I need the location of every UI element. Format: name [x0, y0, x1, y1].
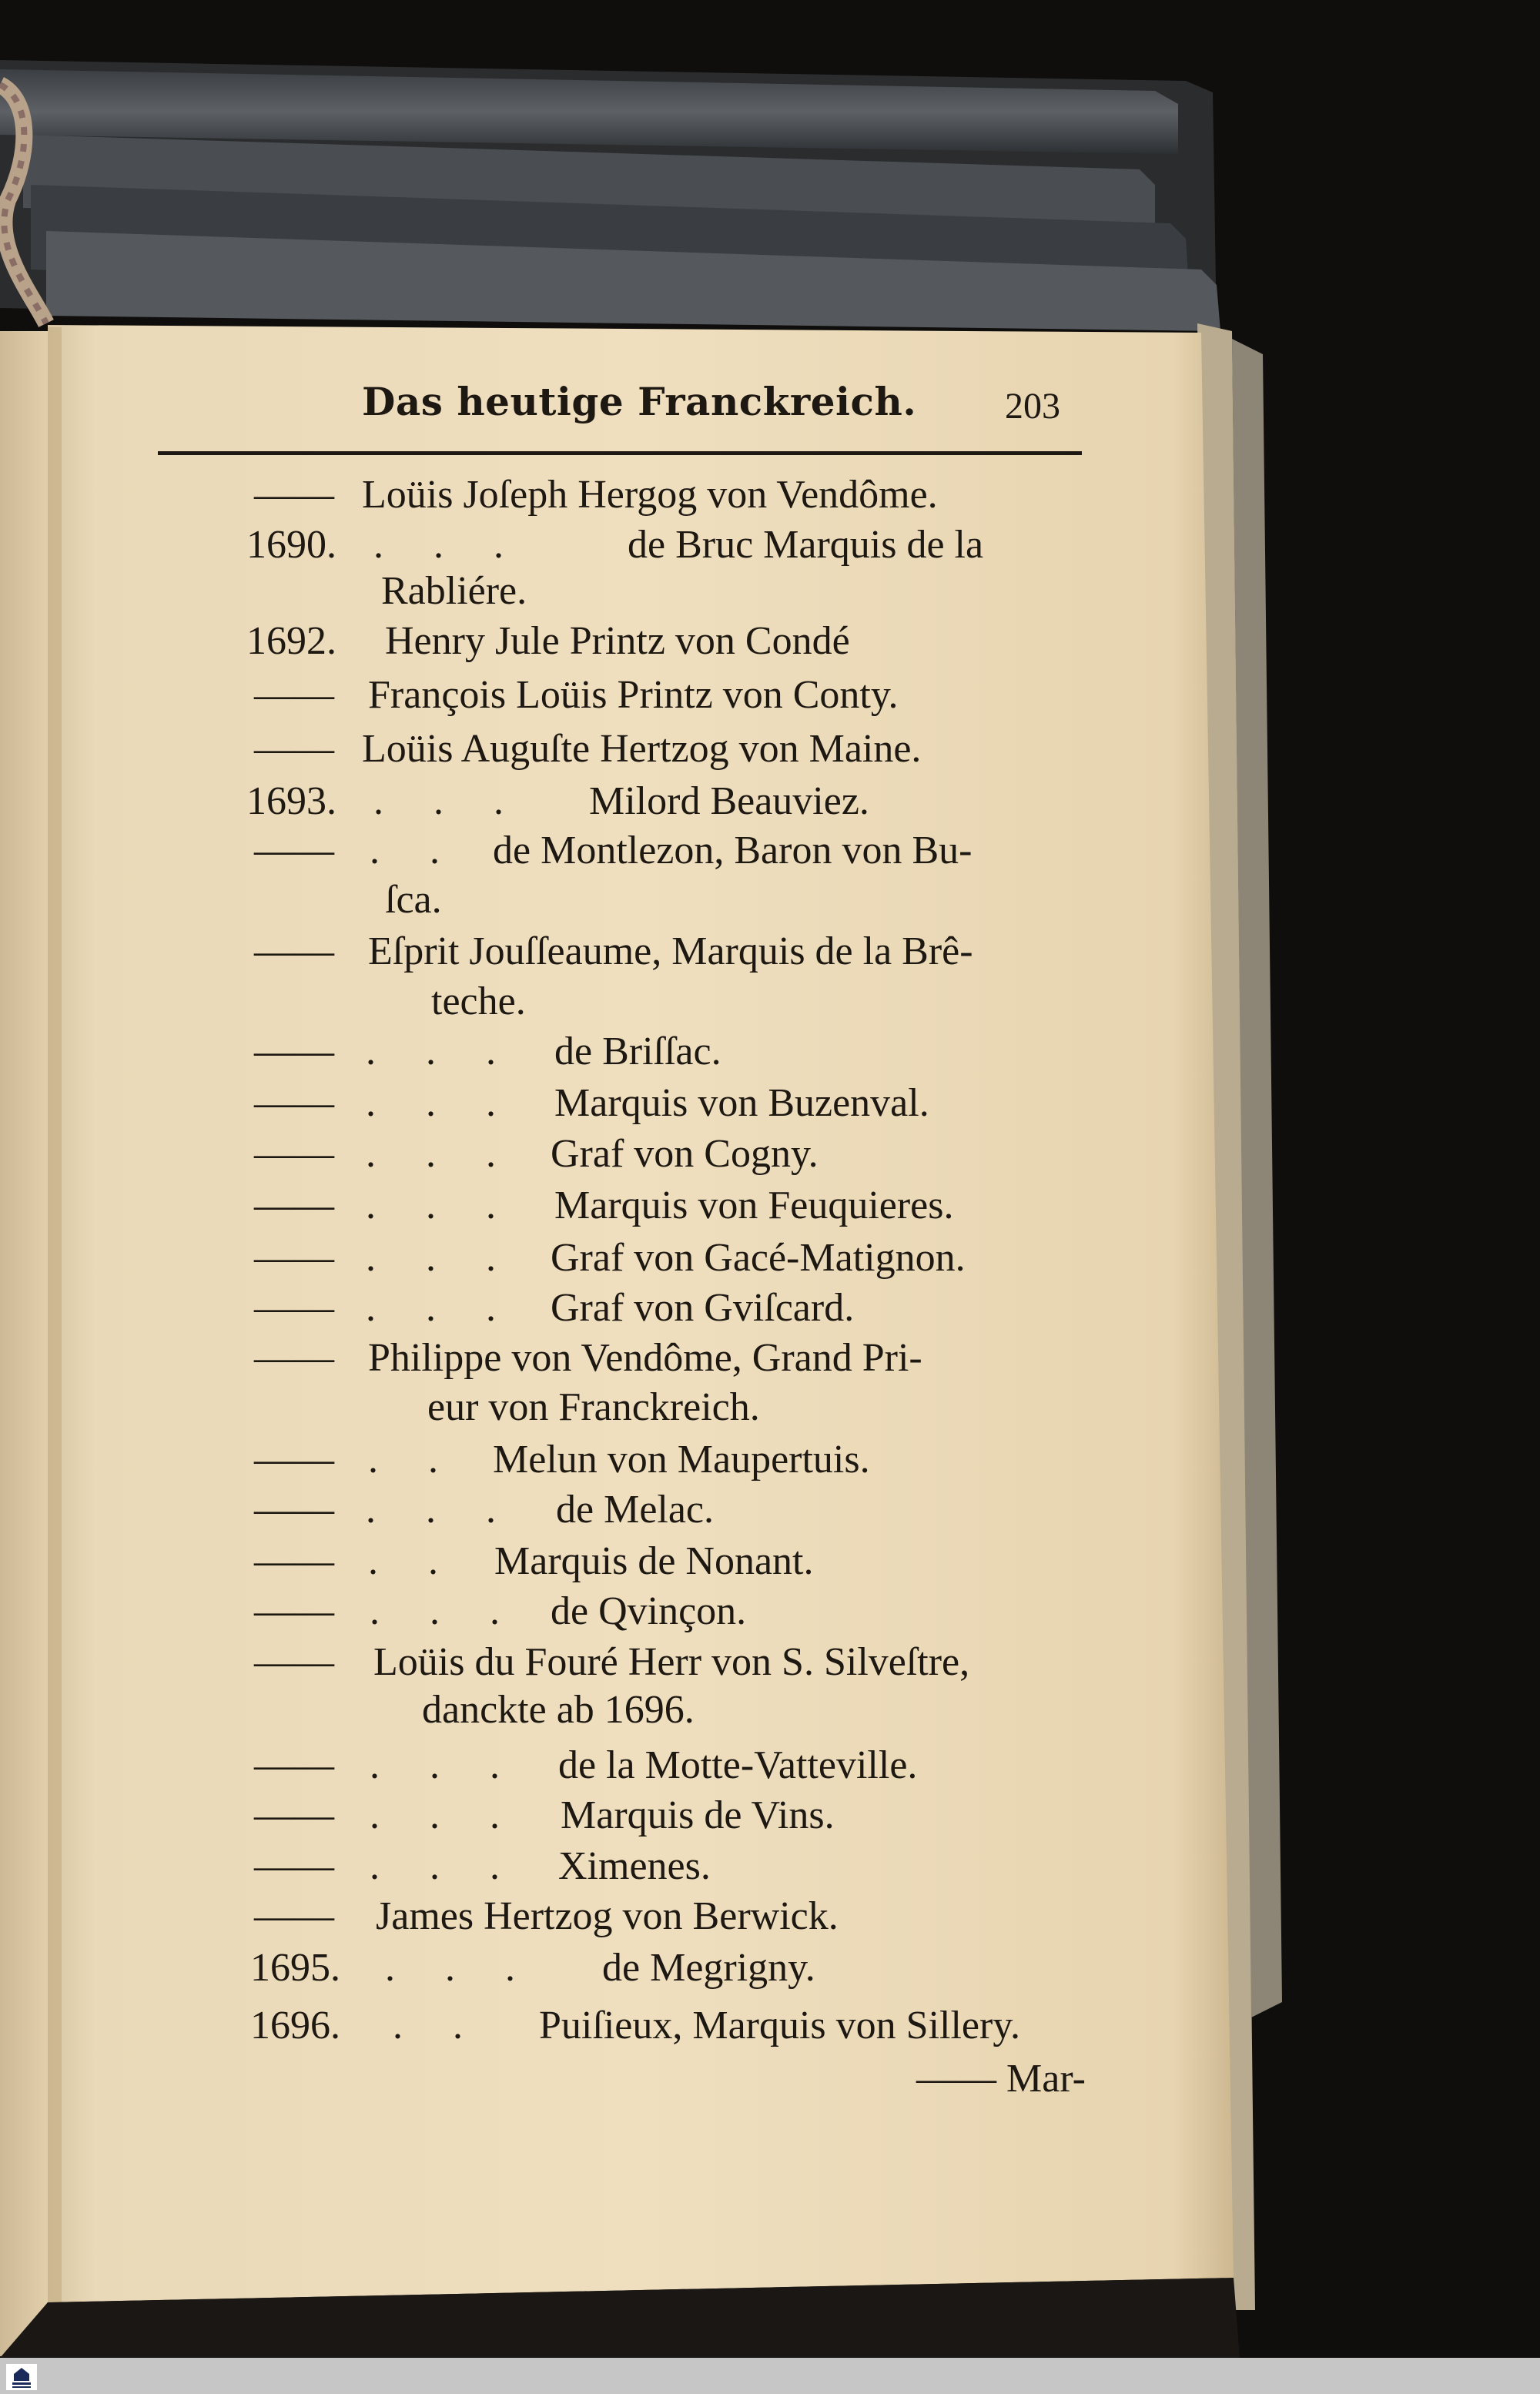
entry-dots: . . . — [366, 1488, 516, 1532]
entry-date: —— — [254, 1030, 334, 1073]
entry-date: —— — [254, 1438, 334, 1482]
entry-dots: . . . — [366, 1081, 516, 1125]
entry-dots: . . — [393, 2004, 483, 2047]
entry-dots: . . . — [366, 1030, 516, 1073]
entry-text: de Megrigny. — [602, 1946, 815, 1990]
entry-date: —— — [254, 1844, 334, 1888]
entry-date: —— — [254, 1184, 334, 1227]
entry-text: Graf von Cogny. — [551, 1132, 819, 1176]
entry-date: —— — [254, 1589, 334, 1633]
entry-dots: . . . — [366, 1236, 516, 1280]
entry-date: —— — [254, 1286, 334, 1330]
entry-text: de Qvinçon. — [551, 1589, 747, 1633]
entry-text: François Loüis Printz von Conty. — [368, 673, 899, 717]
entry-text: de Melac. — [556, 1488, 715, 1532]
entry-text: de Bruc Marquis de la — [628, 523, 984, 567]
entry-dots: . . — [368, 1438, 458, 1482]
entry-text: Philippe von Vendôme, Grand Pri- — [368, 1336, 922, 1380]
entry-date: —— — [254, 1894, 334, 1938]
entry-text: Loüis Auguſte Hertzog von Maine. — [362, 727, 922, 771]
entry-text: Graf von Gviſcard. — [551, 1286, 855, 1330]
entry-date: 1690. — [246, 523, 336, 567]
entry-text: Melun von Maupertuis. — [493, 1438, 870, 1482]
entry-text: Marquis von Buzenval. — [554, 1081, 929, 1125]
entry-dots: . . . — [366, 1184, 516, 1227]
entry-text: Puiſieux, Marquis von Sillery. — [539, 2004, 1020, 2047]
entry-dots: . . . — [370, 1743, 520, 1787]
entry-dots: . . . — [370, 1589, 520, 1633]
entry-text: James Hertzog von Berwick. — [376, 1894, 839, 1938]
entry-text: Marquis von Feuquieres. — [554, 1184, 954, 1227]
running-title: Das heutige Franckreich. — [362, 379, 917, 424]
entry-text: Marquis de Vins. — [561, 1793, 835, 1837]
entry-text: Loüis Joſeph Hergog von Vendôme. — [362, 473, 938, 517]
catchword: —— Mar- — [916, 2057, 1086, 2101]
entry-dots: . . . — [385, 1946, 535, 1990]
entry-date: —— — [254, 1488, 334, 1532]
entry-continuation: ſca. — [385, 878, 442, 922]
entry-date: —— — [254, 1336, 334, 1380]
entry-text: Milord Beauviez. — [589, 779, 869, 823]
entry-date: —— — [254, 473, 334, 517]
entry-text: Henry Jule Printz von Condé — [385, 619, 850, 663]
entry-text: Eſprit Jouſſeaume, Marquis de la Brê- — [368, 929, 973, 973]
entry-date: 1692. — [246, 619, 336, 663]
entry-continuation: Rabliére. — [381, 569, 527, 613]
entry-dots: . . . — [370, 1844, 520, 1888]
entry-date: —— — [254, 1132, 334, 1176]
entry-continuation: teche. — [431, 979, 526, 1023]
entry-text: Marquis de Nonant. — [494, 1539, 814, 1583]
entry-date: 1693. — [246, 779, 336, 823]
entry-dots: . . — [370, 829, 460, 872]
entry-date: —— — [254, 1081, 334, 1125]
entry-dots: . . . — [366, 1286, 516, 1330]
entry-dots: . . . — [366, 1132, 516, 1176]
entry-date: 1696. — [250, 2004, 340, 2047]
entry-text: Ximenes. — [558, 1844, 711, 1888]
entry-date: —— — [254, 673, 334, 717]
entry-date: —— — [254, 1640, 334, 1684]
entry-dots: . . . — [373, 523, 524, 567]
entry-text: Graf von Gacé-Matignon. — [551, 1236, 966, 1280]
entry-text: de la Motte-Vatteville. — [558, 1743, 918, 1787]
entry-dots: . . . — [370, 1793, 520, 1837]
entry-continuation: eur von Franckreich. — [427, 1385, 760, 1429]
entry-date: —— — [254, 1236, 334, 1280]
entry-date: —— — [254, 1743, 334, 1787]
entry-date: —— — [254, 1793, 334, 1837]
entry-date: —— — [254, 829, 334, 872]
entry-date: —— — [254, 1539, 334, 1583]
entry-date: —— — [254, 727, 334, 771]
entry-date: 1695. — [250, 1946, 340, 1990]
entry-continuation: danckte ab 1696. — [422, 1688, 695, 1732]
entry-date: —— — [254, 929, 334, 973]
entry-text: de Montlezon, Baron von Bu- — [493, 829, 973, 872]
entry-text: Loüis du Fouré Herr von S. Silveſtre, — [373, 1640, 970, 1684]
entry-dots: . . . — [373, 779, 524, 823]
entry-text: de Briſſac. — [554, 1030, 721, 1073]
entry-dots: . . — [368, 1539, 458, 1583]
page-number: 203 — [1005, 386, 1060, 427]
